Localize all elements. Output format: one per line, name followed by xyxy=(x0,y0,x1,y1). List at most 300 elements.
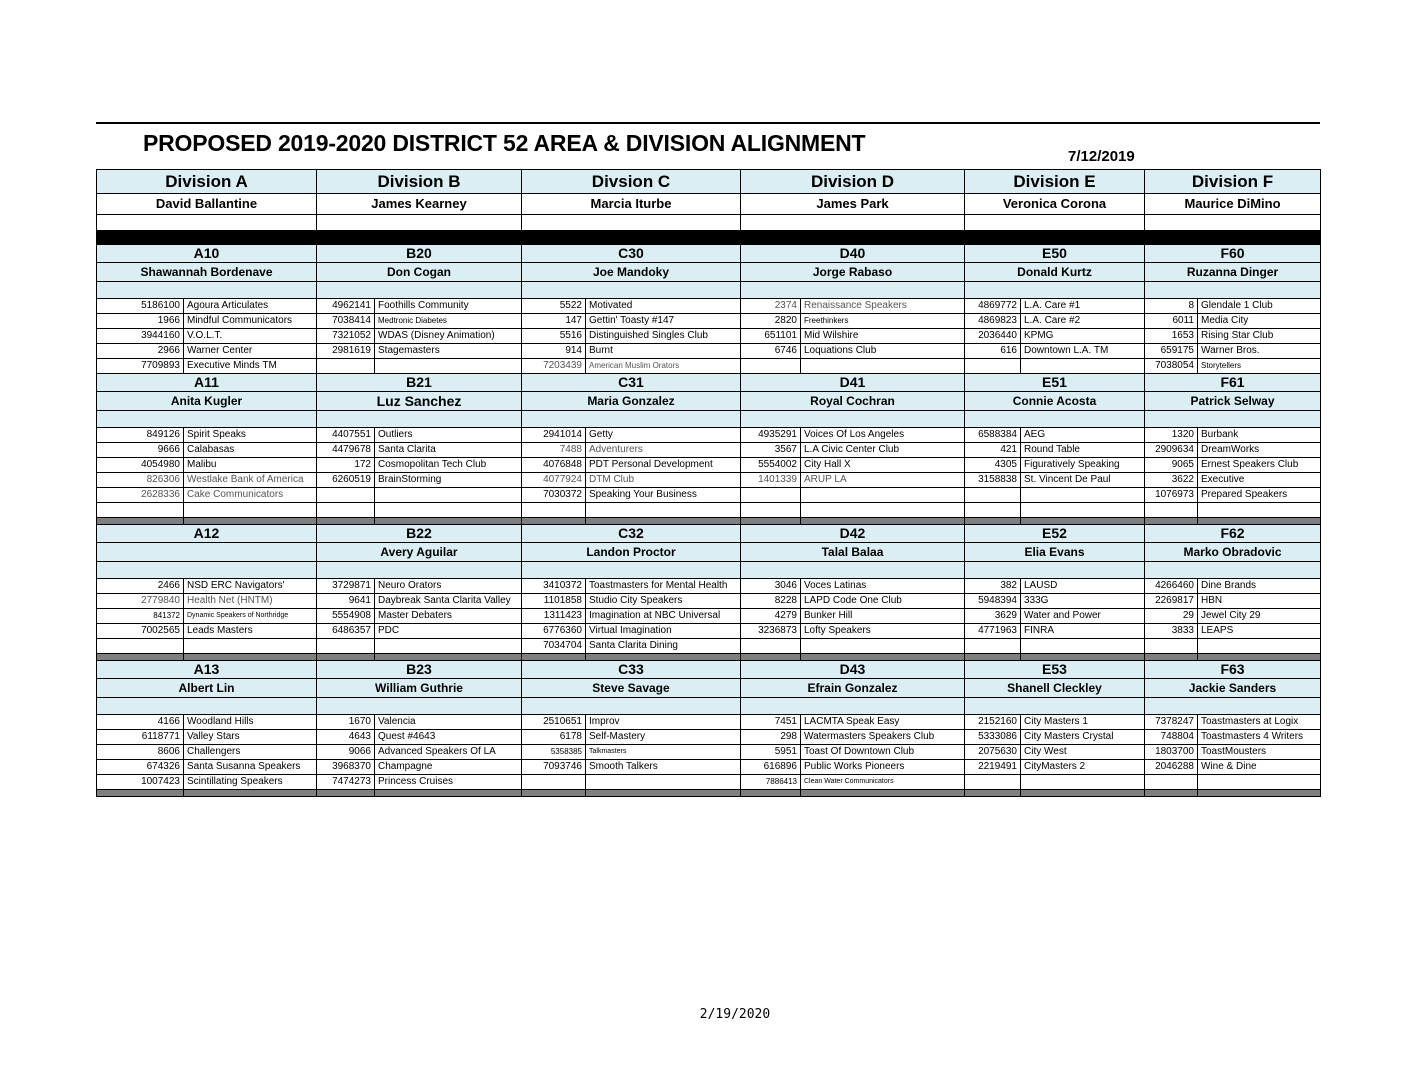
club-name-c: Virtual Imagination xyxy=(586,624,741,639)
club-name-b: Outliers xyxy=(375,428,522,443)
area-code-f61: F61 xyxy=(1145,374,1321,392)
club-number-c: 7030372 xyxy=(522,488,586,503)
division-e-director: Veronica Corona xyxy=(965,194,1145,215)
club-name-c: Motivated xyxy=(586,299,741,314)
club-number-b: 6260519 xyxy=(317,473,375,488)
club-number-e: 616 xyxy=(965,344,1021,359)
grey-separator-cell xyxy=(375,654,522,661)
area-spacer-row xyxy=(97,411,1321,428)
division-d-name: Division D xyxy=(741,170,965,194)
grey-separator-cell xyxy=(1145,654,1198,661)
grey-separator-cell xyxy=(375,790,522,797)
club-number-b: 7038414 xyxy=(317,314,375,329)
blank-cell xyxy=(1145,698,1321,715)
area-director-e52: Elia Evans xyxy=(965,543,1145,562)
club-number-b xyxy=(317,359,375,374)
club-name-c: Gettin' Toasty #147 xyxy=(586,314,741,329)
club-number-b: 4962141 xyxy=(317,299,375,314)
club-number-b: 4643 xyxy=(317,730,375,745)
area-director-d42: Talal Balaa xyxy=(741,543,965,562)
blank-cell xyxy=(965,698,1145,715)
blank-cell xyxy=(741,282,965,299)
club-number-d: 3567 xyxy=(741,443,801,458)
area-director-c30: Joe Mandoky xyxy=(522,263,741,282)
blank-cell xyxy=(97,282,317,299)
area-director-c31: Maria Gonzalez xyxy=(522,392,741,411)
club-number-e xyxy=(965,639,1021,654)
club-name-b: Master Debaters xyxy=(375,609,522,624)
grey-separator-cell xyxy=(741,518,801,525)
club-name-b: Foothills Community xyxy=(375,299,522,314)
club-number-c: 5358385 xyxy=(522,745,586,760)
club-name-f: Rising Star Club xyxy=(1198,329,1321,344)
club-name-d: Mid Wilshire xyxy=(801,329,965,344)
club-number-b: 7321052 xyxy=(317,329,375,344)
area-code-f60: F60 xyxy=(1145,245,1321,263)
blank-cell xyxy=(965,411,1145,428)
club-number-c: 7203439 xyxy=(522,359,586,374)
club-number-b: 9066 xyxy=(317,745,375,760)
club-number-c xyxy=(522,775,586,790)
club-number-d: 4279 xyxy=(741,609,801,624)
grey-separator-cell xyxy=(1198,790,1321,797)
blank-cell xyxy=(965,282,1145,299)
club-name-e: City West xyxy=(1021,745,1145,760)
club-number-f: 2046288 xyxy=(1145,760,1198,775)
club-row xyxy=(97,299,1321,314)
grey-separator-cell xyxy=(522,790,586,797)
grey-separator-cell xyxy=(317,654,375,661)
area-code-f62: F62 xyxy=(1145,525,1321,543)
club-number-b: 2981619 xyxy=(317,344,375,359)
blank-cell xyxy=(965,503,1021,518)
blank-cell xyxy=(317,411,522,428)
area-spacer-row xyxy=(97,698,1321,715)
blank-cell xyxy=(741,503,801,518)
club-number-e: 5333086 xyxy=(965,730,1021,745)
grey-separator-cell xyxy=(1021,518,1145,525)
blank-cell xyxy=(1145,282,1321,299)
club-number-a: 2966 xyxy=(97,344,184,359)
club-name-d: Bunker Hill xyxy=(801,609,965,624)
division-director-row xyxy=(97,194,1321,215)
club-number-d: 4935291 xyxy=(741,428,801,443)
club-number-a: 674326 xyxy=(97,760,184,775)
club-name-a: Malibu xyxy=(184,458,317,473)
club-name-c: Adventurers xyxy=(586,443,741,458)
blank-cell xyxy=(375,503,522,518)
club-name-d: Watermasters Speakers Club xyxy=(801,730,965,745)
blank-cell xyxy=(522,503,586,518)
grey-separator-cell xyxy=(522,518,586,525)
club-name-e: KPMG xyxy=(1021,329,1145,344)
club-name-b: BrainStorming xyxy=(375,473,522,488)
club-name-a: Leads Masters xyxy=(184,624,317,639)
club-name-a: Warner Center xyxy=(184,344,317,359)
club-name-d xyxy=(801,359,965,374)
area-code-b20: B20 xyxy=(317,245,522,263)
club-name-e: Figuratively Speaking xyxy=(1021,458,1145,473)
grey-separator-cell xyxy=(97,790,184,797)
club-number-d: 616896 xyxy=(741,760,801,775)
grey-separator xyxy=(97,790,1321,797)
club-name-b xyxy=(375,639,522,654)
club-name-d: ARUP LA xyxy=(801,473,965,488)
club-name-b: Daybreak Santa Clarita Valley xyxy=(375,594,522,609)
club-number-b xyxy=(317,488,375,503)
grey-separator-cell xyxy=(801,518,965,525)
club-name-a: Westlake Bank of America xyxy=(184,473,317,488)
club-number-b: 4479678 xyxy=(317,443,375,458)
grey-separator xyxy=(97,654,1321,661)
club-name-c: Burnt xyxy=(586,344,741,359)
club-name-f: Glendale 1 Club xyxy=(1198,299,1321,314)
area-director-row xyxy=(97,263,1321,282)
club-number-e: 421 xyxy=(965,443,1021,458)
grey-separator-cell xyxy=(317,518,375,525)
club-number-d: 6746 xyxy=(741,344,801,359)
club-row xyxy=(97,594,1321,609)
club-name-e: Downtown L.A. TM xyxy=(1021,344,1145,359)
club-name-c: Talkmasters xyxy=(586,745,741,760)
area-code-e50: E50 xyxy=(965,245,1145,263)
club-number-f: 1320 xyxy=(1145,428,1198,443)
area-director-a10: Shawannah Bordenave xyxy=(97,263,317,282)
club-name-f: Wine & Dine xyxy=(1198,760,1321,775)
club-row xyxy=(97,760,1321,775)
area-spacer-row xyxy=(97,282,1321,299)
blank-cell xyxy=(97,562,317,579)
club-row xyxy=(97,730,1321,745)
club-number-d: 7886413 xyxy=(741,775,801,790)
club-number-a: 8606 xyxy=(97,745,184,760)
area-code-d42: D42 xyxy=(741,525,965,543)
blank-cell xyxy=(586,503,741,518)
area-director-f61: Patrick Selway xyxy=(1145,392,1321,411)
club-row xyxy=(97,329,1321,344)
club-number-a: 4054980 xyxy=(97,458,184,473)
division-c-director: Marcia Iturbe xyxy=(522,194,741,215)
blank-cell xyxy=(317,503,375,518)
club-number-f: 7378247 xyxy=(1145,715,1198,730)
area-director-c32: Landon Proctor xyxy=(522,543,741,562)
blank-cell xyxy=(522,282,741,299)
club-number-f: 659175 xyxy=(1145,344,1198,359)
grey-separator-cell xyxy=(1145,518,1198,525)
club-name-a: Mindful Communicators xyxy=(184,314,317,329)
grey-separator-cell xyxy=(184,790,317,797)
club-number-e: 4869772 xyxy=(965,299,1021,314)
club-number-f: 748804 xyxy=(1145,730,1198,745)
club-name-e: City Masters Crystal xyxy=(1021,730,1145,745)
club-name-b: WDAS (Disney Animation) xyxy=(375,329,522,344)
club-name-a: Executive Minds TM xyxy=(184,359,317,374)
club-name-d: Public Works Pioneers xyxy=(801,760,965,775)
club-row xyxy=(97,745,1321,760)
area-director-a13: Albert Lin xyxy=(97,679,317,698)
footer-date: 2/19/2020 xyxy=(699,1007,771,1022)
club-name-d xyxy=(801,639,965,654)
blank-cell xyxy=(317,215,522,231)
club-number-a: 3944160 xyxy=(97,329,184,344)
club-name-d: Lofty Speakers xyxy=(801,624,965,639)
area-code-row xyxy=(97,374,1321,392)
area-director-c33: Steve Savage xyxy=(522,679,741,698)
club-number-a: 6118771 xyxy=(97,730,184,745)
club-number-f: 9065 xyxy=(1145,458,1198,473)
area-code-a13: A13 xyxy=(97,661,317,679)
club-name-c: Improv xyxy=(586,715,741,730)
club-name-e: AEG xyxy=(1021,428,1145,443)
club-number-e: 2075630 xyxy=(965,745,1021,760)
club-number-a: 849126 xyxy=(97,428,184,443)
grey-separator xyxy=(97,518,1321,525)
club-number-b: 3968370 xyxy=(317,760,375,775)
grey-separator-cell xyxy=(184,654,317,661)
club-row xyxy=(97,624,1321,639)
club-name-c: DTM Club xyxy=(586,473,741,488)
club-name-e: L.A. Care #1 xyxy=(1021,299,1145,314)
revision-date: 7/12/2019 xyxy=(1068,148,1135,165)
club-number-d: 3236873 xyxy=(741,624,801,639)
blank-cell xyxy=(522,215,741,231)
blank-cell xyxy=(965,215,1145,231)
club-number-c: 2510651 xyxy=(522,715,586,730)
area-director-b21: Luz Sanchez xyxy=(317,392,522,411)
club-name-b xyxy=(375,359,522,374)
area-director-b20: Don Cogan xyxy=(317,263,522,282)
grey-separator-cell xyxy=(1198,518,1321,525)
club-number-c: 6776360 xyxy=(522,624,586,639)
club-number-f: 2269817 xyxy=(1145,594,1198,609)
area-code-e53: E53 xyxy=(965,661,1145,679)
club-number-f: 4266460 xyxy=(1145,579,1198,594)
club-name-c xyxy=(586,775,741,790)
area-code-b22: B22 xyxy=(317,525,522,543)
grey-separator-cell xyxy=(741,654,801,661)
division-f-name: Division F xyxy=(1145,170,1321,194)
club-number-e xyxy=(965,488,1021,503)
blank-cell xyxy=(1145,503,1198,518)
club-name-c: Getty xyxy=(586,428,741,443)
club-row xyxy=(97,443,1321,458)
grey-separator-cell xyxy=(586,790,741,797)
club-name-d: Toast Of Downtown Club xyxy=(801,745,965,760)
area-code-a12: A12 xyxy=(97,525,317,543)
club-name-b: Medtronic Diabetes xyxy=(375,314,522,329)
grey-separator-cell xyxy=(801,654,965,661)
club-row xyxy=(97,488,1321,503)
club-name-b: Santa Clarita xyxy=(375,443,522,458)
division-b-name: Division B xyxy=(317,170,522,194)
band-gap-row xyxy=(97,503,1321,518)
club-name-d: Voices Of Los Angeles xyxy=(801,428,965,443)
club-name-f: Media City xyxy=(1198,314,1321,329)
grey-separator-cell xyxy=(586,654,741,661)
club-name-b: Champagne xyxy=(375,760,522,775)
club-number-e xyxy=(965,359,1021,374)
club-number-a: 4166 xyxy=(97,715,184,730)
area-director-b23: William Guthrie xyxy=(317,679,522,698)
area-code-a10: A10 xyxy=(97,245,317,263)
blank-cell xyxy=(1198,503,1321,518)
club-name-b: Neuro Orators xyxy=(375,579,522,594)
grey-separator-cell xyxy=(317,790,375,797)
area-code-e52: E52 xyxy=(965,525,1145,543)
club-number-e: 3158838 xyxy=(965,473,1021,488)
area-code-b23: B23 xyxy=(317,661,522,679)
club-number-c: 7093746 xyxy=(522,760,586,775)
club-number-e: 2219491 xyxy=(965,760,1021,775)
club-name-c: Studio City Speakers xyxy=(586,594,741,609)
club-row xyxy=(97,715,1321,730)
club-number-a: 5186100 xyxy=(97,299,184,314)
black-separator-cell xyxy=(97,231,1321,245)
club-number-d: 5951 xyxy=(741,745,801,760)
club-name-a: Scintillating Speakers xyxy=(184,775,317,790)
club-number-c: 6178 xyxy=(522,730,586,745)
club-name-e xyxy=(1021,359,1145,374)
area-director-e50: Donald Kurtz xyxy=(965,263,1145,282)
club-number-c: 1101858 xyxy=(522,594,586,609)
area-code-c33: C33 xyxy=(522,661,741,679)
club-number-b xyxy=(317,639,375,654)
club-number-f: 3622 xyxy=(1145,473,1198,488)
club-number-c: 4077924 xyxy=(522,473,586,488)
club-name-e: Water and Power xyxy=(1021,609,1145,624)
area-director-f63: Jackie Sanders xyxy=(1145,679,1321,698)
club-number-b: 5554908 xyxy=(317,609,375,624)
club-number-b: 6486357 xyxy=(317,624,375,639)
club-number-e: 382 xyxy=(965,579,1021,594)
club-number-c: 2941014 xyxy=(522,428,586,443)
blank-cell xyxy=(741,562,965,579)
club-name-f: LEAPS xyxy=(1198,624,1321,639)
club-number-f xyxy=(1145,639,1198,654)
grey-separator-cell xyxy=(586,518,741,525)
area-code-d43: D43 xyxy=(741,661,965,679)
grey-separator-cell xyxy=(965,518,1021,525)
area-director-row xyxy=(97,543,1321,562)
club-number-c: 147 xyxy=(522,314,586,329)
club-number-e: 5948394 xyxy=(965,594,1021,609)
area-director-d40: Jorge Rabaso xyxy=(741,263,965,282)
club-name-e: FINRA xyxy=(1021,624,1145,639)
division-f-director: Maurice DiMino xyxy=(1145,194,1321,215)
club-row xyxy=(97,428,1321,443)
club-name-a: Health Net (HNTM) xyxy=(184,594,317,609)
club-row xyxy=(97,458,1321,473)
club-name-f: Jewel City 29 xyxy=(1198,609,1321,624)
area-director-a12 xyxy=(97,543,317,562)
blank-cell xyxy=(1145,215,1321,231)
blank-cell xyxy=(317,562,522,579)
club-name-a: Calabasas xyxy=(184,443,317,458)
area-code-row xyxy=(97,661,1321,679)
club-name-b xyxy=(375,488,522,503)
club-name-d: LAPD Code One Club xyxy=(801,594,965,609)
club-name-f: Storytellers xyxy=(1198,359,1321,374)
alignment-table-body xyxy=(97,170,1321,797)
top-rule xyxy=(96,122,1320,124)
division-e-name: Division E xyxy=(965,170,1145,194)
club-number-f: 3833 xyxy=(1145,624,1198,639)
club-name-a: Santa Susanna Speakers xyxy=(184,760,317,775)
club-number-b: 1670 xyxy=(317,715,375,730)
club-row xyxy=(97,344,1321,359)
blank-cell xyxy=(184,503,317,518)
area-code-c30: C30 xyxy=(522,245,741,263)
club-name-a: Valley Stars xyxy=(184,730,317,745)
club-name-e xyxy=(1021,488,1145,503)
blank-cell xyxy=(522,562,741,579)
club-name-c: American Muslim Orators xyxy=(586,359,741,374)
club-number-c: 7034704 xyxy=(522,639,586,654)
club-number-f: 1653 xyxy=(1145,329,1198,344)
club-number-d: 7451 xyxy=(741,715,801,730)
club-number-b: 172 xyxy=(317,458,375,473)
area-code-c31: C31 xyxy=(522,374,741,392)
club-row xyxy=(97,579,1321,594)
club-name-c: Smooth Talkers xyxy=(586,760,741,775)
club-number-b: 9641 xyxy=(317,594,375,609)
club-name-e: St. Vincent De Paul xyxy=(1021,473,1145,488)
area-code-e51: E51 xyxy=(965,374,1145,392)
grey-separator-cell xyxy=(965,790,1021,797)
area-code-f63: F63 xyxy=(1145,661,1321,679)
club-number-c: 1311423 xyxy=(522,609,586,624)
club-number-a: 2466 xyxy=(97,579,184,594)
blank-cell xyxy=(97,215,317,231)
club-name-e: LAUSD xyxy=(1021,579,1145,594)
club-number-a: 9666 xyxy=(97,443,184,458)
club-number-f: 6011 xyxy=(1145,314,1198,329)
club-number-d: 651101 xyxy=(741,329,801,344)
club-name-f xyxy=(1198,775,1321,790)
club-name-d: Clean Water Communicators xyxy=(801,775,965,790)
club-name-f: Executive xyxy=(1198,473,1321,488)
club-name-e: 333G xyxy=(1021,594,1145,609)
club-name-c: Santa Clarita Dining xyxy=(586,639,741,654)
grey-separator-cell xyxy=(801,790,965,797)
club-number-b: 4407551 xyxy=(317,428,375,443)
club-row xyxy=(97,639,1321,654)
club-number-a: 1966 xyxy=(97,314,184,329)
club-number-f: 8 xyxy=(1145,299,1198,314)
club-number-d xyxy=(741,359,801,374)
club-name-a: Dynamic Speakers of Northridge xyxy=(184,609,317,624)
club-number-d: 5554002 xyxy=(741,458,801,473)
blank-cell xyxy=(1145,562,1321,579)
alignment-table xyxy=(96,169,1321,797)
blank-cell xyxy=(97,503,184,518)
club-number-a: 7002565 xyxy=(97,624,184,639)
club-name-b: Princess Cruises xyxy=(375,775,522,790)
club-number-e xyxy=(965,775,1021,790)
area-director-d43: Efrain Gonzalez xyxy=(741,679,965,698)
blank-cell xyxy=(97,411,317,428)
club-number-f: 1076973 xyxy=(1145,488,1198,503)
area-director-d41: Royal Cochran xyxy=(741,392,965,411)
area-director-e51: Connie Acosta xyxy=(965,392,1145,411)
black-separator xyxy=(97,231,1321,245)
club-number-a: 1007423 xyxy=(97,775,184,790)
club-number-a: 841372 xyxy=(97,609,184,624)
blank-cell xyxy=(741,411,965,428)
club-name-d xyxy=(801,488,965,503)
club-name-d: LACMTA Speak Easy xyxy=(801,715,965,730)
club-name-e: City Masters 1 xyxy=(1021,715,1145,730)
